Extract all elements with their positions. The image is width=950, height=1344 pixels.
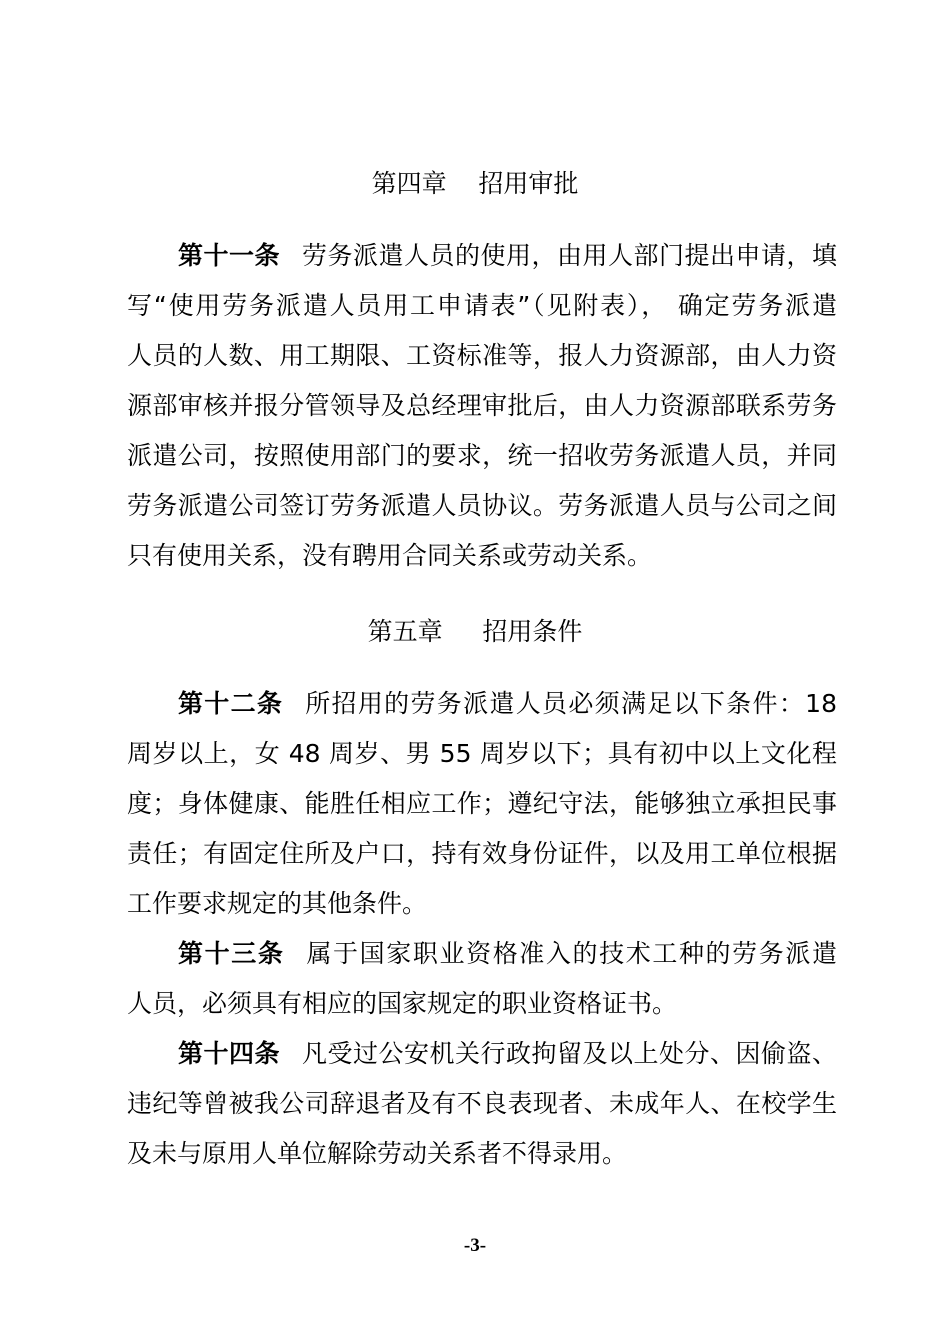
article-text-line: 只有使用关系，没有聘用合同关系或劳动关系。 bbox=[127, 541, 653, 570]
article-text-line: 人员，必须具有相应的国家规定的职业资格证书。 bbox=[127, 989, 678, 1018]
chapter-heading: 第四章 招用审批 bbox=[371, 169, 579, 198]
article-text-line: 违纪等曾被我公司辞退者及有不良表现者、未成年人、在校学生 bbox=[127, 1089, 837, 1118]
article-first-line bbox=[178, 939, 837, 969]
article-first-line bbox=[178, 1039, 837, 1069]
article-text: 劳务派遣人员的使用，由用人部门提出申请，填 bbox=[302, 241, 837, 270]
article-text: 凡受过公安机关行政拘留及以上处分、因偷盗、 bbox=[302, 1039, 837, 1068]
article-text-line: 写“使用劳务派遣人员用工申请表”（见附表）， 确定劳务派遣 bbox=[127, 291, 837, 320]
article-first-line bbox=[178, 241, 837, 271]
article-text: 所招用的劳务派遣人员必须满足以下条件：18 bbox=[305, 689, 837, 718]
article-number: 第十一条 bbox=[178, 241, 280, 270]
article-text-line: 度；身体健康、能胜任相应工作；遵纪守法，能够独立承担民事 bbox=[127, 789, 837, 818]
article-text-line: 源部审核并报分管领导及总经理审批后，由人力资源部联系劳务 bbox=[127, 391, 837, 420]
article-text-line: 工作要求规定的其他条件。 bbox=[127, 889, 428, 918]
article-text-line: 人员的人数、用工期限、工资标准等，报人力资源部，由人力资 bbox=[127, 341, 837, 370]
chapter-heading: 第五章 招用条件 bbox=[367, 617, 583, 646]
article-text-line: 周岁以上，女 48 周岁、男 55 周岁以下；具有初中以上文化程 bbox=[127, 739, 837, 768]
article-text-line: 劳务派遣公司签订劳务派遣人员协议。劳务派遣人员与公司之间 bbox=[127, 491, 837, 520]
article-text-line: 责任；有固定住所及户口，持有效身份证件，以及用工单位根据 bbox=[127, 839, 837, 868]
page-number: -3- bbox=[463, 1235, 487, 1256]
article-number: 第十四条 bbox=[178, 1039, 280, 1068]
article-number: 第十二条 bbox=[178, 689, 284, 718]
article-number: 第十三条 bbox=[178, 939, 285, 968]
article-text-line: 派遣公司，按照使用部门的要求，统一招收劳务派遣人员，并同 bbox=[127, 441, 837, 470]
article-first-line bbox=[178, 689, 837, 719]
article-text-line: 及未与原用人单位解除劳动关系者不得录用。 bbox=[127, 1139, 628, 1168]
article-text: 属于国家职业资格准入的技术工种的劳务派遣 bbox=[306, 939, 837, 968]
